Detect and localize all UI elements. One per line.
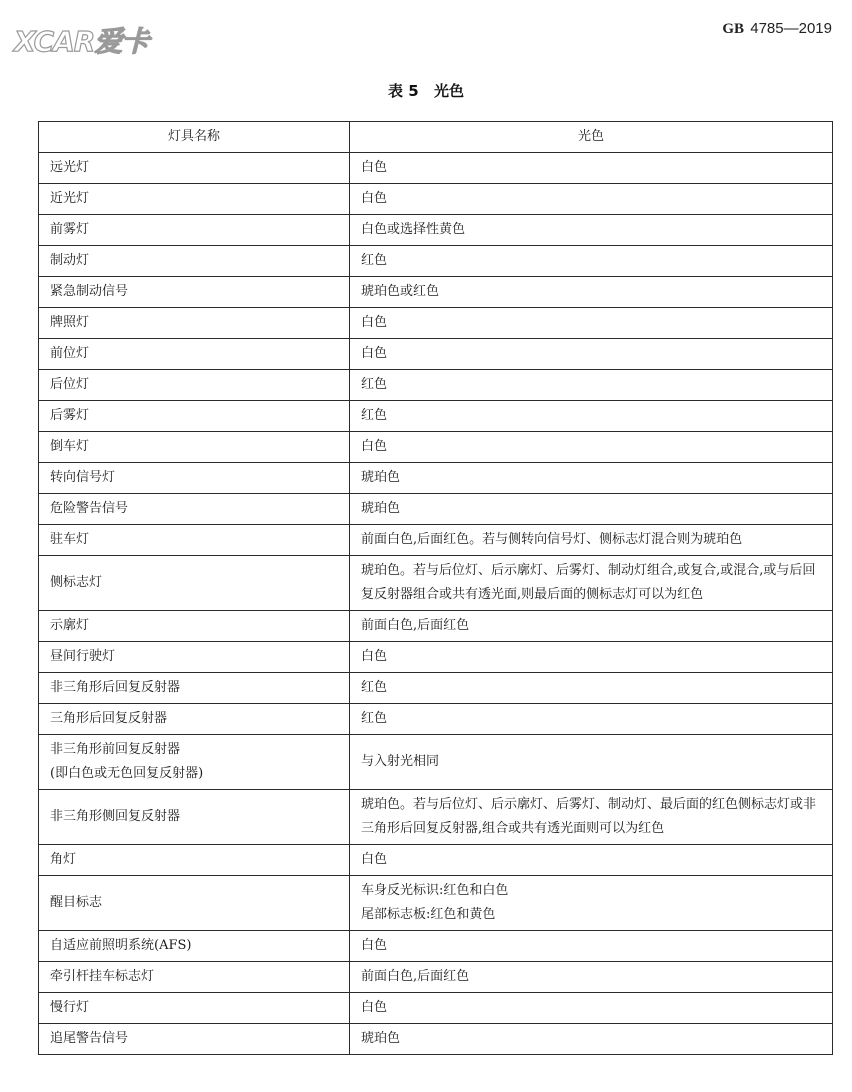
lamp-name-cell: 前雾灯	[39, 215, 350, 246]
lamp-name-cell: 慢行灯	[39, 993, 350, 1024]
table-row	[39, 790, 833, 845]
lamp-name-cell: 转向信号灯	[39, 463, 350, 494]
table-row	[39, 556, 833, 611]
standard-number	[722, 20, 832, 38]
table-row	[39, 673, 833, 704]
light-color-cell: 车身反光标识:红色和白色 尾部标志板:红色和黄色	[350, 876, 833, 931]
light-color-cell: 白色或选择性黄色	[350, 215, 833, 246]
lamp-name-cell: 非三角形侧回复反射器	[39, 790, 350, 845]
table-row	[39, 845, 833, 876]
table-row	[39, 184, 833, 215]
light-color-cell: 红色	[350, 246, 833, 277]
table-number: 表 5	[388, 82, 419, 100]
lamp-name-cell: 追尾警告信号	[39, 1024, 350, 1055]
table-row	[39, 735, 833, 790]
table-row	[39, 153, 833, 184]
light-color-cell: 红色	[350, 370, 833, 401]
lamp-name-cell: 非三角形前回复反射器 (即白色或无色回复反射器)	[39, 735, 350, 790]
light-color-cell: 琥珀色。若与后位灯、后示廓灯、后雾灯、制动灯组合,或复合,或混合,或与后回复反射器组合或共有透光面,则最后面的侧标志灯可以为红色	[350, 556, 833, 611]
lamp-name-cell: 牌照灯	[39, 308, 350, 339]
standard-prefix: GB	[722, 21, 745, 37]
lamp-name-cell: 后雾灯	[39, 401, 350, 432]
table-row	[39, 611, 833, 642]
light-color-cell: 与入射光相同	[350, 735, 833, 790]
light-color-cell: 琥珀色	[350, 1024, 833, 1055]
lamp-name-cell: 角灯	[39, 845, 350, 876]
table-row	[39, 993, 833, 1024]
lamp-name-cell: 远光灯	[39, 153, 350, 184]
lamp-name-cell: 近光灯	[39, 184, 350, 215]
light-color-cell: 红色	[350, 704, 833, 735]
table-row	[39, 494, 833, 525]
lamp-name-cell: 倒车灯	[39, 432, 350, 463]
light-color-cell: 琥珀色	[350, 494, 833, 525]
light-color-table	[38, 121, 833, 1055]
lamp-name-cell: 制动灯	[39, 246, 350, 277]
table-row	[39, 642, 833, 673]
light-color-cell: 前面白色,后面红色。若与侧转向信号灯、侧标志灯混合则为琥珀色	[350, 525, 833, 556]
table-row	[39, 339, 833, 370]
lamp-name-cell: 前位灯	[39, 339, 350, 370]
table-row	[39, 246, 833, 277]
lamp-name-cell: 醒目标志	[39, 876, 350, 931]
light-color-cell: 红色	[350, 673, 833, 704]
light-color-cell: 前面白色,后面红色	[350, 962, 833, 993]
column-header-light-color: 光色	[350, 122, 833, 153]
lamp-name-cell: 示廓灯	[39, 611, 350, 642]
table-header-row	[39, 122, 833, 153]
light-color-cell: 白色	[350, 308, 833, 339]
table-row	[39, 432, 833, 463]
table-row	[39, 525, 833, 556]
light-color-cell: 琥珀色或红色	[350, 277, 833, 308]
lamp-name-cell: 驻车灯	[39, 525, 350, 556]
lamp-name-cell: 危险警告信号	[39, 494, 350, 525]
column-header-lamp-name: 灯具名称	[39, 122, 350, 153]
table-row	[39, 277, 833, 308]
light-color-cell: 前面白色,后面红色	[350, 611, 833, 642]
table-body	[39, 153, 833, 1055]
xcar-logo-watermark: XCAR爱卡	[14, 25, 149, 58]
light-color-cell: 白色	[350, 931, 833, 962]
table-title: 光色	[433, 82, 464, 100]
table-row	[39, 876, 833, 931]
lamp-name-cell: 非三角形后回复反射器	[39, 673, 350, 704]
lamp-name-cell: 紧急制动信号	[39, 277, 350, 308]
light-color-cell: 白色	[350, 642, 833, 673]
table-row	[39, 704, 833, 735]
light-color-cell: 白色	[350, 993, 833, 1024]
light-color-cell: 白色	[350, 339, 833, 370]
light-color-cell: 琥珀色。若与后位灯、后示廓灯、后雾灯、制动灯、最后面的红色侧标志灯或非三角形后回复反射器,组合或共有透光面则可以为红色	[350, 790, 833, 845]
table-row	[39, 931, 833, 962]
table-row	[39, 962, 833, 993]
lamp-name-cell: 牵引杆挂车标志灯	[39, 962, 350, 993]
light-color-cell: 白色	[350, 845, 833, 876]
lamp-name-cell: 昼间行驶灯	[39, 642, 350, 673]
table-row	[39, 308, 833, 339]
table-caption	[0, 80, 852, 101]
light-color-cell: 琥珀色	[350, 463, 833, 494]
light-color-cell: 白色	[350, 153, 833, 184]
lamp-name-cell: 侧标志灯	[39, 556, 350, 611]
standard-code: 4785—2019	[750, 20, 832, 37]
table-row	[39, 1024, 833, 1055]
table-row	[39, 215, 833, 246]
light-color-cell: 白色	[350, 432, 833, 463]
light-color-cell: 红色	[350, 401, 833, 432]
lamp-name-cell: 自适应前照明系统(AFS)	[39, 931, 350, 962]
table-row	[39, 370, 833, 401]
light-color-cell: 白色	[350, 184, 833, 215]
table-row	[39, 401, 833, 432]
table-row	[39, 463, 833, 494]
lamp-name-cell: 后位灯	[39, 370, 350, 401]
lamp-name-cell: 三角形后回复反射器	[39, 704, 350, 735]
